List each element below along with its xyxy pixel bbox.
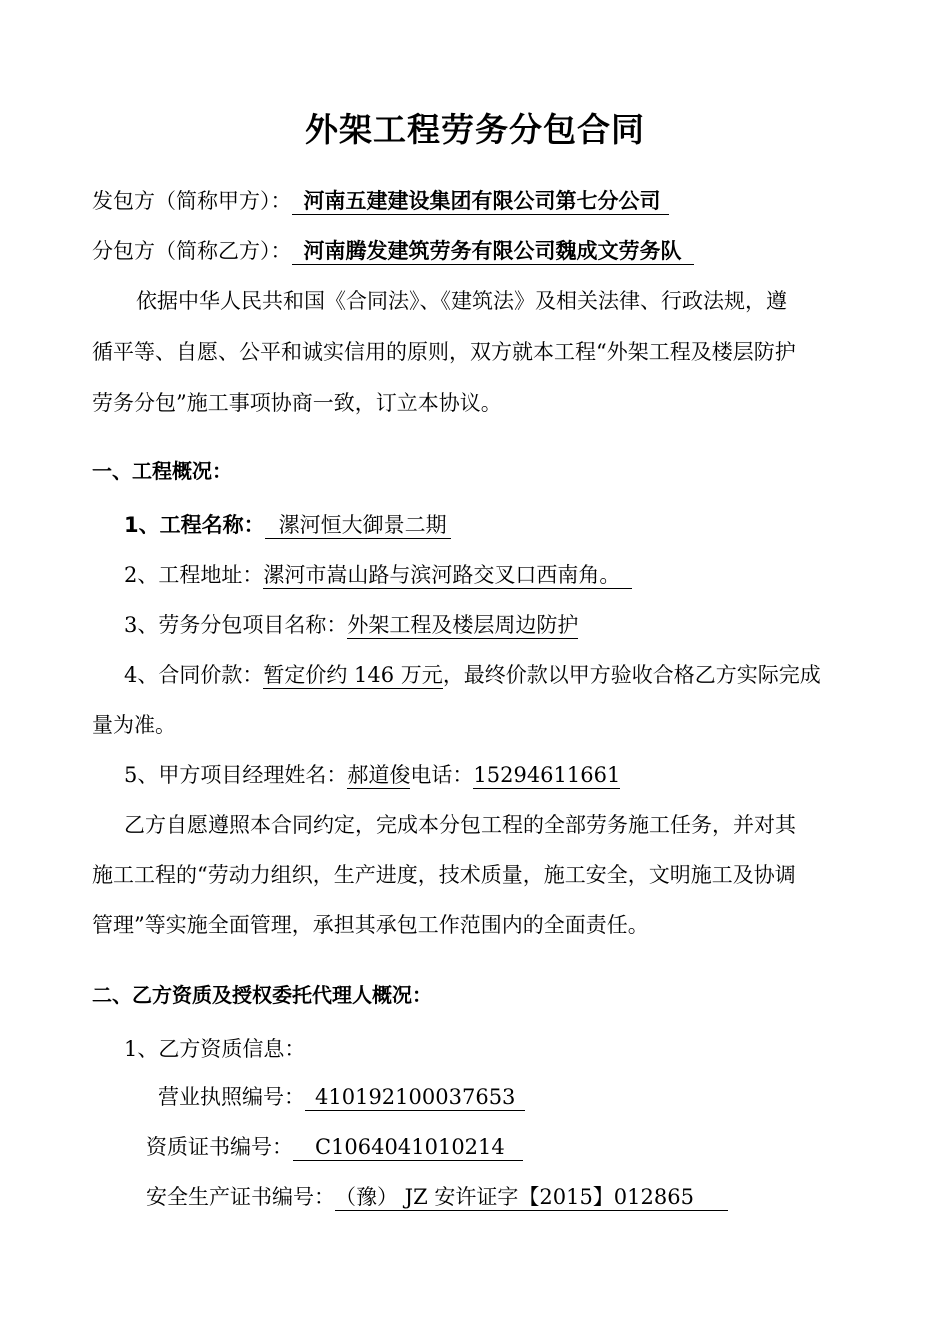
project-name-label: 1、工程名称：: [124, 513, 265, 537]
business-license-label: 营业执照编号：: [158, 1085, 305, 1109]
contract-price-line-2: 量为准。: [92, 713, 176, 737]
qualification-info-line: 1、乙方资质信息：: [124, 1037, 306, 1061]
business-license-value: 410192100037653: [305, 1084, 525, 1111]
subcontract-item-label: 3、劳务分包项目名称：: [124, 613, 348, 637]
contract-price-label: 4、合同价款：: [124, 663, 264, 687]
contract-price-line: [124, 660, 821, 690]
project-manager-name: 郝道俊: [347, 763, 411, 787]
party-a-value: 河南五建建设集团有限公司第七分公司: [292, 188, 669, 215]
party-a-line: [92, 186, 669, 216]
contract-price-value: 暂定价约 146 万元: [263, 663, 443, 687]
section-1-heading: 一、工程概况：: [92, 459, 232, 483]
document-title: 外架工程劳务分包合同: [305, 110, 645, 149]
party-b-value: 河南腾发建筑劳务有限公司魏成文劳务队: [292, 238, 694, 265]
subcontract-item-line: [124, 610, 578, 640]
scope-para-line-3: 管理”等实施全面管理，承担其承包工作范围内的全面责任。: [92, 913, 649, 937]
intro-line-2: 循平等、自愿、公平和诚实信用的原则，双方就本工程“外架工程及楼层防护: [92, 340, 796, 364]
project-name-value: 漯河恒大御景二期: [265, 512, 451, 539]
phone-value: 15294611661: [473, 763, 621, 787]
contract-price-rest: ，最终价款以甲方验收合格乙方实际完成: [442, 663, 821, 687]
qualification-cert-value: C1064041010214: [293, 1134, 523, 1161]
project-address-line: [124, 560, 632, 590]
party-b-line: [92, 236, 694, 266]
section-2-heading: 二、乙方资质及授权委托代理人概况：: [92, 983, 432, 1007]
project-name-line: [124, 510, 451, 540]
project-address-value: 漯河市嵩山路与滨河路交叉口西南角。: [263, 562, 632, 589]
qualification-cert-line: [146, 1132, 523, 1162]
safety-cert-line: [146, 1182, 728, 1212]
scope-para-line-1: 乙方自愿遵照本合同约定，完成本分包工程的全部劳务施工任务，并对其: [124, 813, 796, 837]
project-manager-label: 5、甲方项目经理姓名：: [124, 763, 348, 787]
party-a-label: 发包方（简称甲方）：: [92, 189, 292, 213]
phone-label: 电话：: [410, 763, 474, 787]
intro-line-1: 依据中华人民共和国《合同法》、《建筑法》及相关法律、行政法规，遵: [136, 289, 787, 313]
safety-cert-value: （豫） JZ 安许证字【2015】012865: [335, 1184, 728, 1211]
project-manager-line: [124, 760, 620, 790]
safety-cert-label: 安全生产证书编号：: [146, 1185, 335, 1209]
scope-para-line-2: 施工工程的“劳动力组织，生产进度，技术质量，施工安全，文明施工及协调: [92, 863, 796, 887]
subcontract-item-value: 外架工程及楼层周边防护: [347, 613, 579, 637]
qualification-cert-label: 资质证书编号：: [146, 1135, 293, 1159]
party-b-label: 分包方（简称乙方）：: [92, 239, 292, 263]
intro-line-3: 劳务分包”施工事项协商一致，订立本协议。: [92, 391, 502, 415]
business-license-line: [158, 1082, 525, 1112]
project-address-label: 2、工程地址：: [124, 563, 264, 587]
